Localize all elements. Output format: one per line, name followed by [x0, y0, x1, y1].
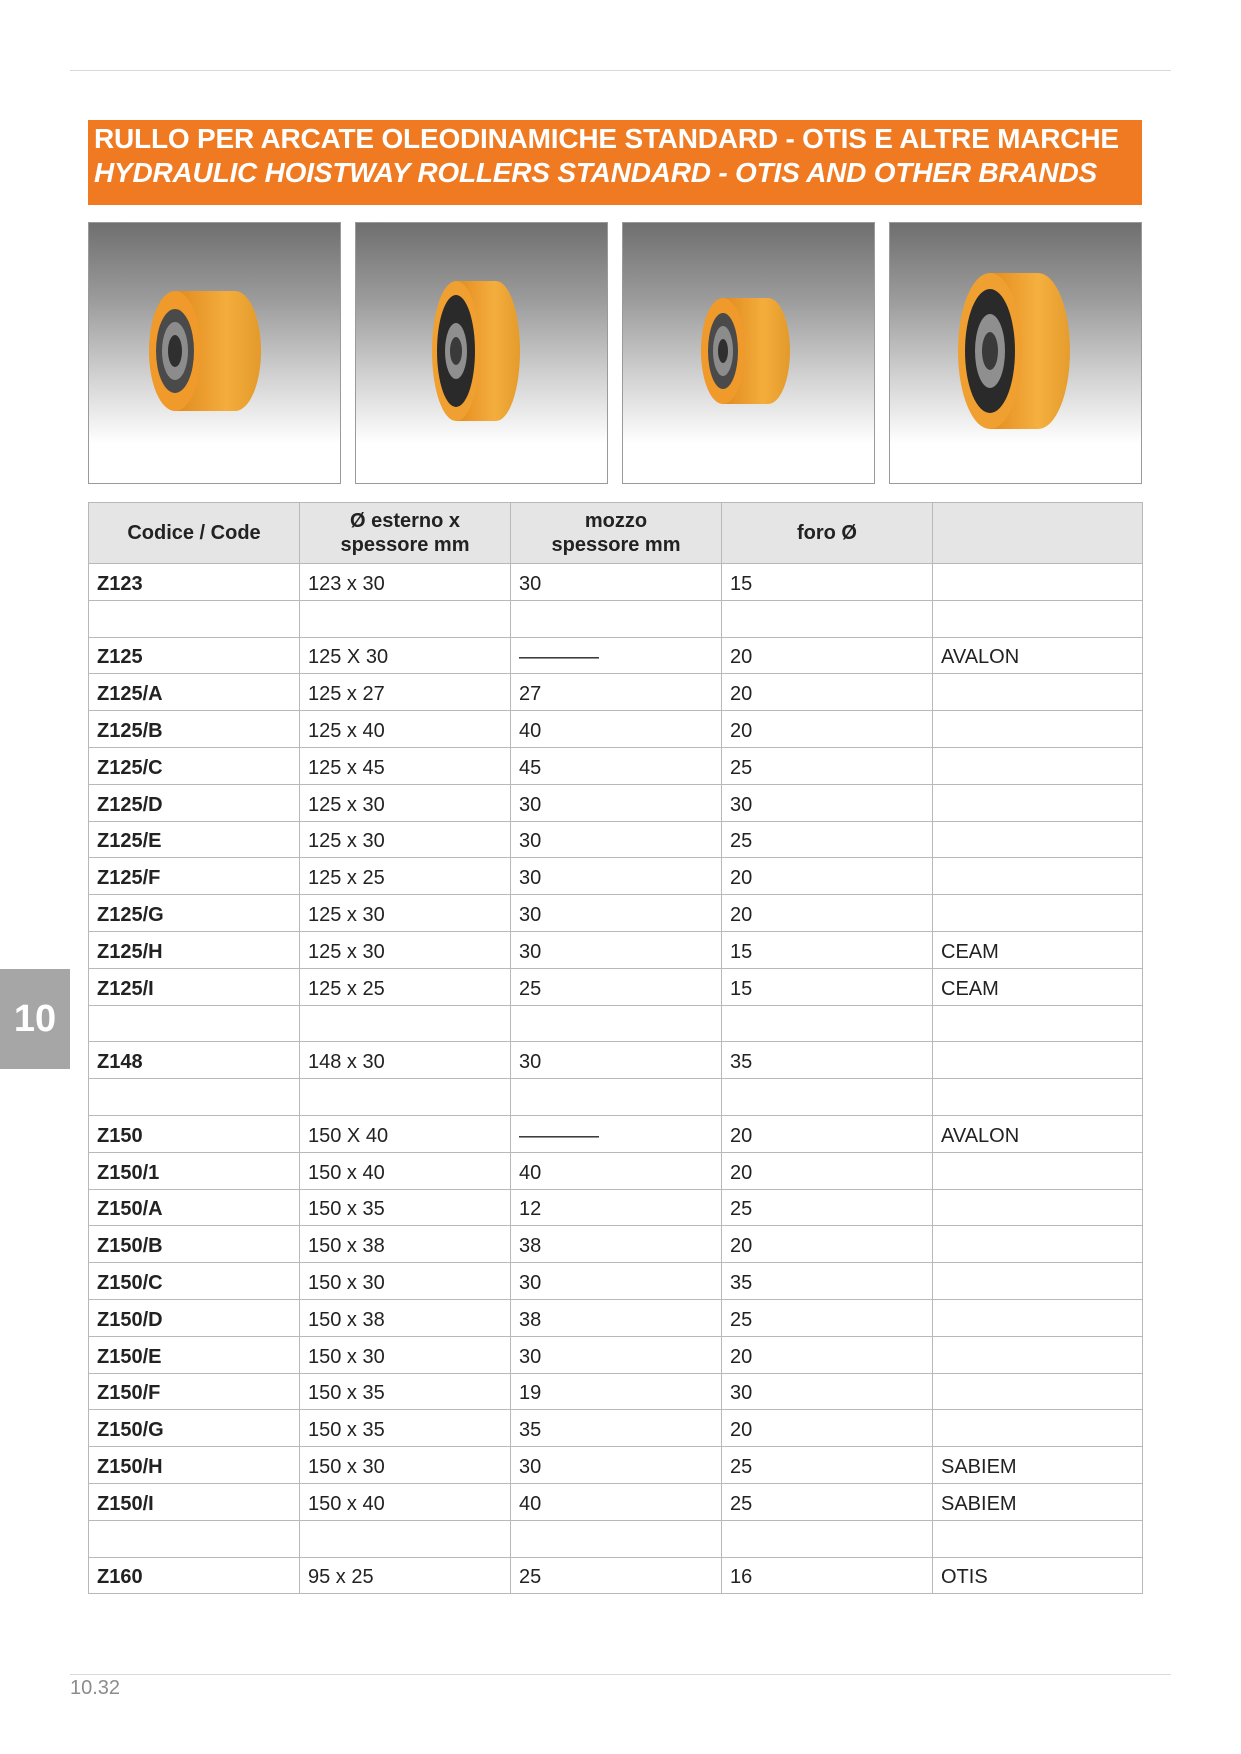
cell-code: Z125/G: [89, 895, 300, 932]
cell-bore: 20: [722, 1115, 933, 1152]
cell-bore: 20: [722, 1336, 933, 1373]
cell-code: Z125/B: [89, 711, 300, 748]
cell-hub: 40: [511, 711, 722, 748]
table-header-row: [89, 503, 1143, 564]
cell-brand: CEAM: [933, 931, 1143, 968]
cell-hub: 19: [511, 1373, 722, 1410]
cell-brand: [933, 1042, 1143, 1079]
cell-hub: 35: [511, 1410, 722, 1447]
cell-hub: 12: [511, 1189, 722, 1226]
cell-brand: [933, 1520, 1143, 1557]
cell-brand: [933, 564, 1143, 601]
cell-outer-size: 150 x 38: [300, 1299, 511, 1336]
cell-brand: [933, 600, 1143, 637]
cell-bore: 25: [722, 1483, 933, 1520]
cell-brand: [933, 1336, 1143, 1373]
cell-code: Z123: [89, 564, 300, 601]
cell-bore: 20: [722, 637, 933, 674]
cell-bore: 35: [722, 1042, 933, 1079]
cell-hub: [511, 1520, 722, 1557]
cell-hub: 30: [511, 821, 722, 858]
cell-outer-size: [300, 1005, 511, 1042]
roller-photo-1: [88, 222, 341, 484]
cell-hub: 40: [511, 1152, 722, 1189]
cell-outer-size: 150 x 40: [300, 1483, 511, 1520]
cell-hub: 30: [511, 931, 722, 968]
table-row: [89, 1263, 1143, 1300]
cell-bore: 15: [722, 564, 933, 601]
table-row: [89, 1373, 1143, 1410]
cell-hub: [511, 600, 722, 637]
cell-brand: SABIEM: [933, 1447, 1143, 1484]
cell-outer-size: 125 x 30: [300, 821, 511, 858]
cell-outer-size: 150 x 38: [300, 1226, 511, 1263]
table-row: [89, 674, 1143, 711]
cell-code: Z150/G: [89, 1410, 300, 1447]
cell-bore: 30: [722, 784, 933, 821]
roller-photo-icon: [89, 223, 341, 484]
table-row: [89, 1520, 1143, 1557]
title-italian: RULLO PER ARCATE OLEODINAMICHE STANDARD - OTIS E ALTRE MARCHE: [94, 123, 1119, 154]
cell-bore: 20: [722, 1226, 933, 1263]
cell-bore: 20: [722, 858, 933, 895]
cell-brand: OTIS: [933, 1557, 1143, 1594]
cell-bore: 20: [722, 895, 933, 932]
cell-hub: 25: [511, 968, 722, 1005]
cell-outer-size: 150 x 35: [300, 1189, 511, 1226]
cell-outer-size: 125 x 40: [300, 711, 511, 748]
table-row: [89, 895, 1143, 932]
cell-brand: CEAM: [933, 968, 1143, 1005]
cell-bore: [722, 1079, 933, 1116]
cell-brand: [933, 858, 1143, 895]
cell-code: [89, 1079, 300, 1116]
cell-code: Z160: [89, 1557, 300, 1594]
cell-brand: [933, 1373, 1143, 1410]
cell-hub: 30: [511, 1042, 722, 1079]
header-outer-diameter: Ø esterno x spessore mm: [300, 503, 511, 564]
cell-outer-size: 148 x 30: [300, 1042, 511, 1079]
cell-code: Z125/D: [89, 784, 300, 821]
table-row: [89, 1042, 1143, 1079]
cell-outer-size: 150 x 35: [300, 1373, 511, 1410]
roller-photo-icon: [890, 223, 1142, 484]
cell-bore: [722, 600, 933, 637]
cell-brand: [933, 747, 1143, 784]
table-row: [89, 1005, 1143, 1042]
table-row: [89, 1336, 1143, 1373]
table-row: [89, 968, 1143, 1005]
cell-code: [89, 600, 300, 637]
header-code: Codice / Code: [89, 503, 300, 564]
page-number: 10.32: [70, 1677, 121, 1699]
cell-code: Z125/C: [89, 747, 300, 784]
cell-bore: [722, 1005, 933, 1042]
cell-code: Z148: [89, 1042, 300, 1079]
table-row: [89, 564, 1143, 601]
cell-hub: 30: [511, 1447, 722, 1484]
header-bore: foro Ø: [722, 503, 933, 564]
table-row: [89, 747, 1143, 784]
cell-outer-size: [300, 600, 511, 637]
cell-code: [89, 1005, 300, 1042]
table-row: [89, 1115, 1143, 1152]
cell-outer-size: 125 x 30: [300, 784, 511, 821]
cell-outer-size: 125 x 25: [300, 858, 511, 895]
cell-brand: [933, 1226, 1143, 1263]
cell-hub: 30: [511, 1336, 722, 1373]
cell-hub: [511, 1005, 722, 1042]
cell-bore: [722, 1520, 933, 1557]
cell-bore: 25: [722, 1299, 933, 1336]
table-row: [89, 637, 1143, 674]
cell-bore: 20: [722, 711, 933, 748]
cell-code: Z125/H: [89, 931, 300, 968]
cell-hub: 40: [511, 1483, 722, 1520]
cell-code: Z125/I: [89, 968, 300, 1005]
cell-hub: 45: [511, 747, 722, 784]
table-row: [89, 784, 1143, 821]
cell-outer-size: 125 x 45: [300, 747, 511, 784]
cell-outer-size: 123 x 30: [300, 564, 511, 601]
cell-outer-size: 150 x 30: [300, 1447, 511, 1484]
bottom-divider: [70, 1674, 1171, 1675]
cell-bore: 25: [722, 821, 933, 858]
cell-code: Z150: [89, 1115, 300, 1152]
cell-code: Z150/A: [89, 1189, 300, 1226]
top-divider: [70, 70, 1171, 71]
cell-outer-size: 150 x 40: [300, 1152, 511, 1189]
cell-bore: 35: [722, 1263, 933, 1300]
cell-code: Z150/B: [89, 1226, 300, 1263]
cell-outer-size: 150 x 35: [300, 1410, 511, 1447]
cell-brand: [933, 1263, 1143, 1300]
roller-photo-2: [355, 222, 608, 484]
cell-hub: 38: [511, 1299, 722, 1336]
cell-hub: ————: [511, 637, 722, 674]
cell-brand: [933, 1410, 1143, 1447]
cell-code: [89, 1520, 300, 1557]
table-row: [89, 1299, 1143, 1336]
cell-code: Z150/C: [89, 1263, 300, 1300]
table-row: [89, 711, 1143, 748]
product-photos: [88, 222, 1142, 484]
cell-outer-size: 150 x 30: [300, 1263, 511, 1300]
table-row: [89, 1483, 1143, 1520]
cell-code: Z150/I: [89, 1483, 300, 1520]
cell-outer-size: [300, 1520, 511, 1557]
cell-bore: 15: [722, 968, 933, 1005]
cell-hub: ————: [511, 1115, 722, 1152]
cell-bore: 20: [722, 1410, 933, 1447]
cell-hub: 38: [511, 1226, 722, 1263]
cell-brand: [933, 1299, 1143, 1336]
table-body: [89, 564, 1143, 1594]
roller-spec-table: [88, 502, 1143, 1594]
cell-outer-size: 125 x 27: [300, 674, 511, 711]
title-banner: [88, 120, 1142, 205]
cell-brand: [933, 784, 1143, 821]
table-row: [89, 1152, 1143, 1189]
cell-hub: 27: [511, 674, 722, 711]
cell-bore: 25: [722, 1447, 933, 1484]
cell-code: Z150/H: [89, 1447, 300, 1484]
cell-bore: 25: [722, 747, 933, 784]
cell-bore: 16: [722, 1557, 933, 1594]
cell-code: Z150/F: [89, 1373, 300, 1410]
cell-bore: 20: [722, 674, 933, 711]
cell-outer-size: 150 X 40: [300, 1115, 511, 1152]
cell-hub: 30: [511, 564, 722, 601]
table-row: [89, 1557, 1143, 1594]
cell-brand: SABIEM: [933, 1483, 1143, 1520]
cell-code: Z150/1: [89, 1152, 300, 1189]
cell-brand: AVALON: [933, 637, 1143, 674]
cell-code: Z125/A: [89, 674, 300, 711]
cell-hub: 30: [511, 858, 722, 895]
cell-brand: [933, 711, 1143, 748]
cell-outer-size: 125 x 25: [300, 968, 511, 1005]
table-row: [89, 931, 1143, 968]
roller-photo-icon: [623, 223, 875, 484]
table-row: [89, 1079, 1143, 1116]
header-brand: [933, 503, 1143, 564]
cell-hub: 25: [511, 1557, 722, 1594]
roller-photo-icon: [356, 223, 608, 484]
cell-outer-size: 125 X 30: [300, 637, 511, 674]
cell-code: Z150/E: [89, 1336, 300, 1373]
table-row: [89, 1189, 1143, 1226]
cell-hub: 30: [511, 1263, 722, 1300]
roller-photo-4: [889, 222, 1142, 484]
cell-outer-size: [300, 1079, 511, 1116]
title-english: HYDRAULIC HOISTWAY ROLLERS STANDARD - OTIS AND OTHER BRANDS: [94, 157, 1097, 188]
cell-bore: 30: [722, 1373, 933, 1410]
cell-brand: AVALON: [933, 1115, 1143, 1152]
cell-brand: [933, 1189, 1143, 1226]
cell-brand: [933, 1152, 1143, 1189]
cell-hub: [511, 1079, 722, 1116]
cell-code: Z150/D: [89, 1299, 300, 1336]
cell-brand: [933, 895, 1143, 932]
header-hub: mozzo spessore mm: [511, 503, 722, 564]
cell-brand: [933, 1079, 1143, 1116]
cell-bore: 20: [722, 1152, 933, 1189]
chapter-tab: 10: [0, 969, 70, 1069]
cell-bore: 25: [722, 1189, 933, 1226]
roller-photo-3: [622, 222, 875, 484]
table-row: [89, 1447, 1143, 1484]
cell-code: Z125: [89, 637, 300, 674]
cell-brand: [933, 821, 1143, 858]
cell-hub: 30: [511, 895, 722, 932]
cell-code: Z125/F: [89, 858, 300, 895]
cell-outer-size: 125 x 30: [300, 931, 511, 968]
table-row: [89, 821, 1143, 858]
cell-brand: [933, 1005, 1143, 1042]
table-row: [89, 1226, 1143, 1263]
cell-outer-size: 150 x 30: [300, 1336, 511, 1373]
cell-bore: 15: [722, 931, 933, 968]
cell-code: Z125/E: [89, 821, 300, 858]
cell-brand: [933, 674, 1143, 711]
table-row: [89, 858, 1143, 895]
table-row: [89, 600, 1143, 637]
table-row: [89, 1410, 1143, 1447]
cell-hub: 30: [511, 784, 722, 821]
cell-outer-size: 125 x 30: [300, 895, 511, 932]
cell-outer-size: 95 x 25: [300, 1557, 511, 1594]
